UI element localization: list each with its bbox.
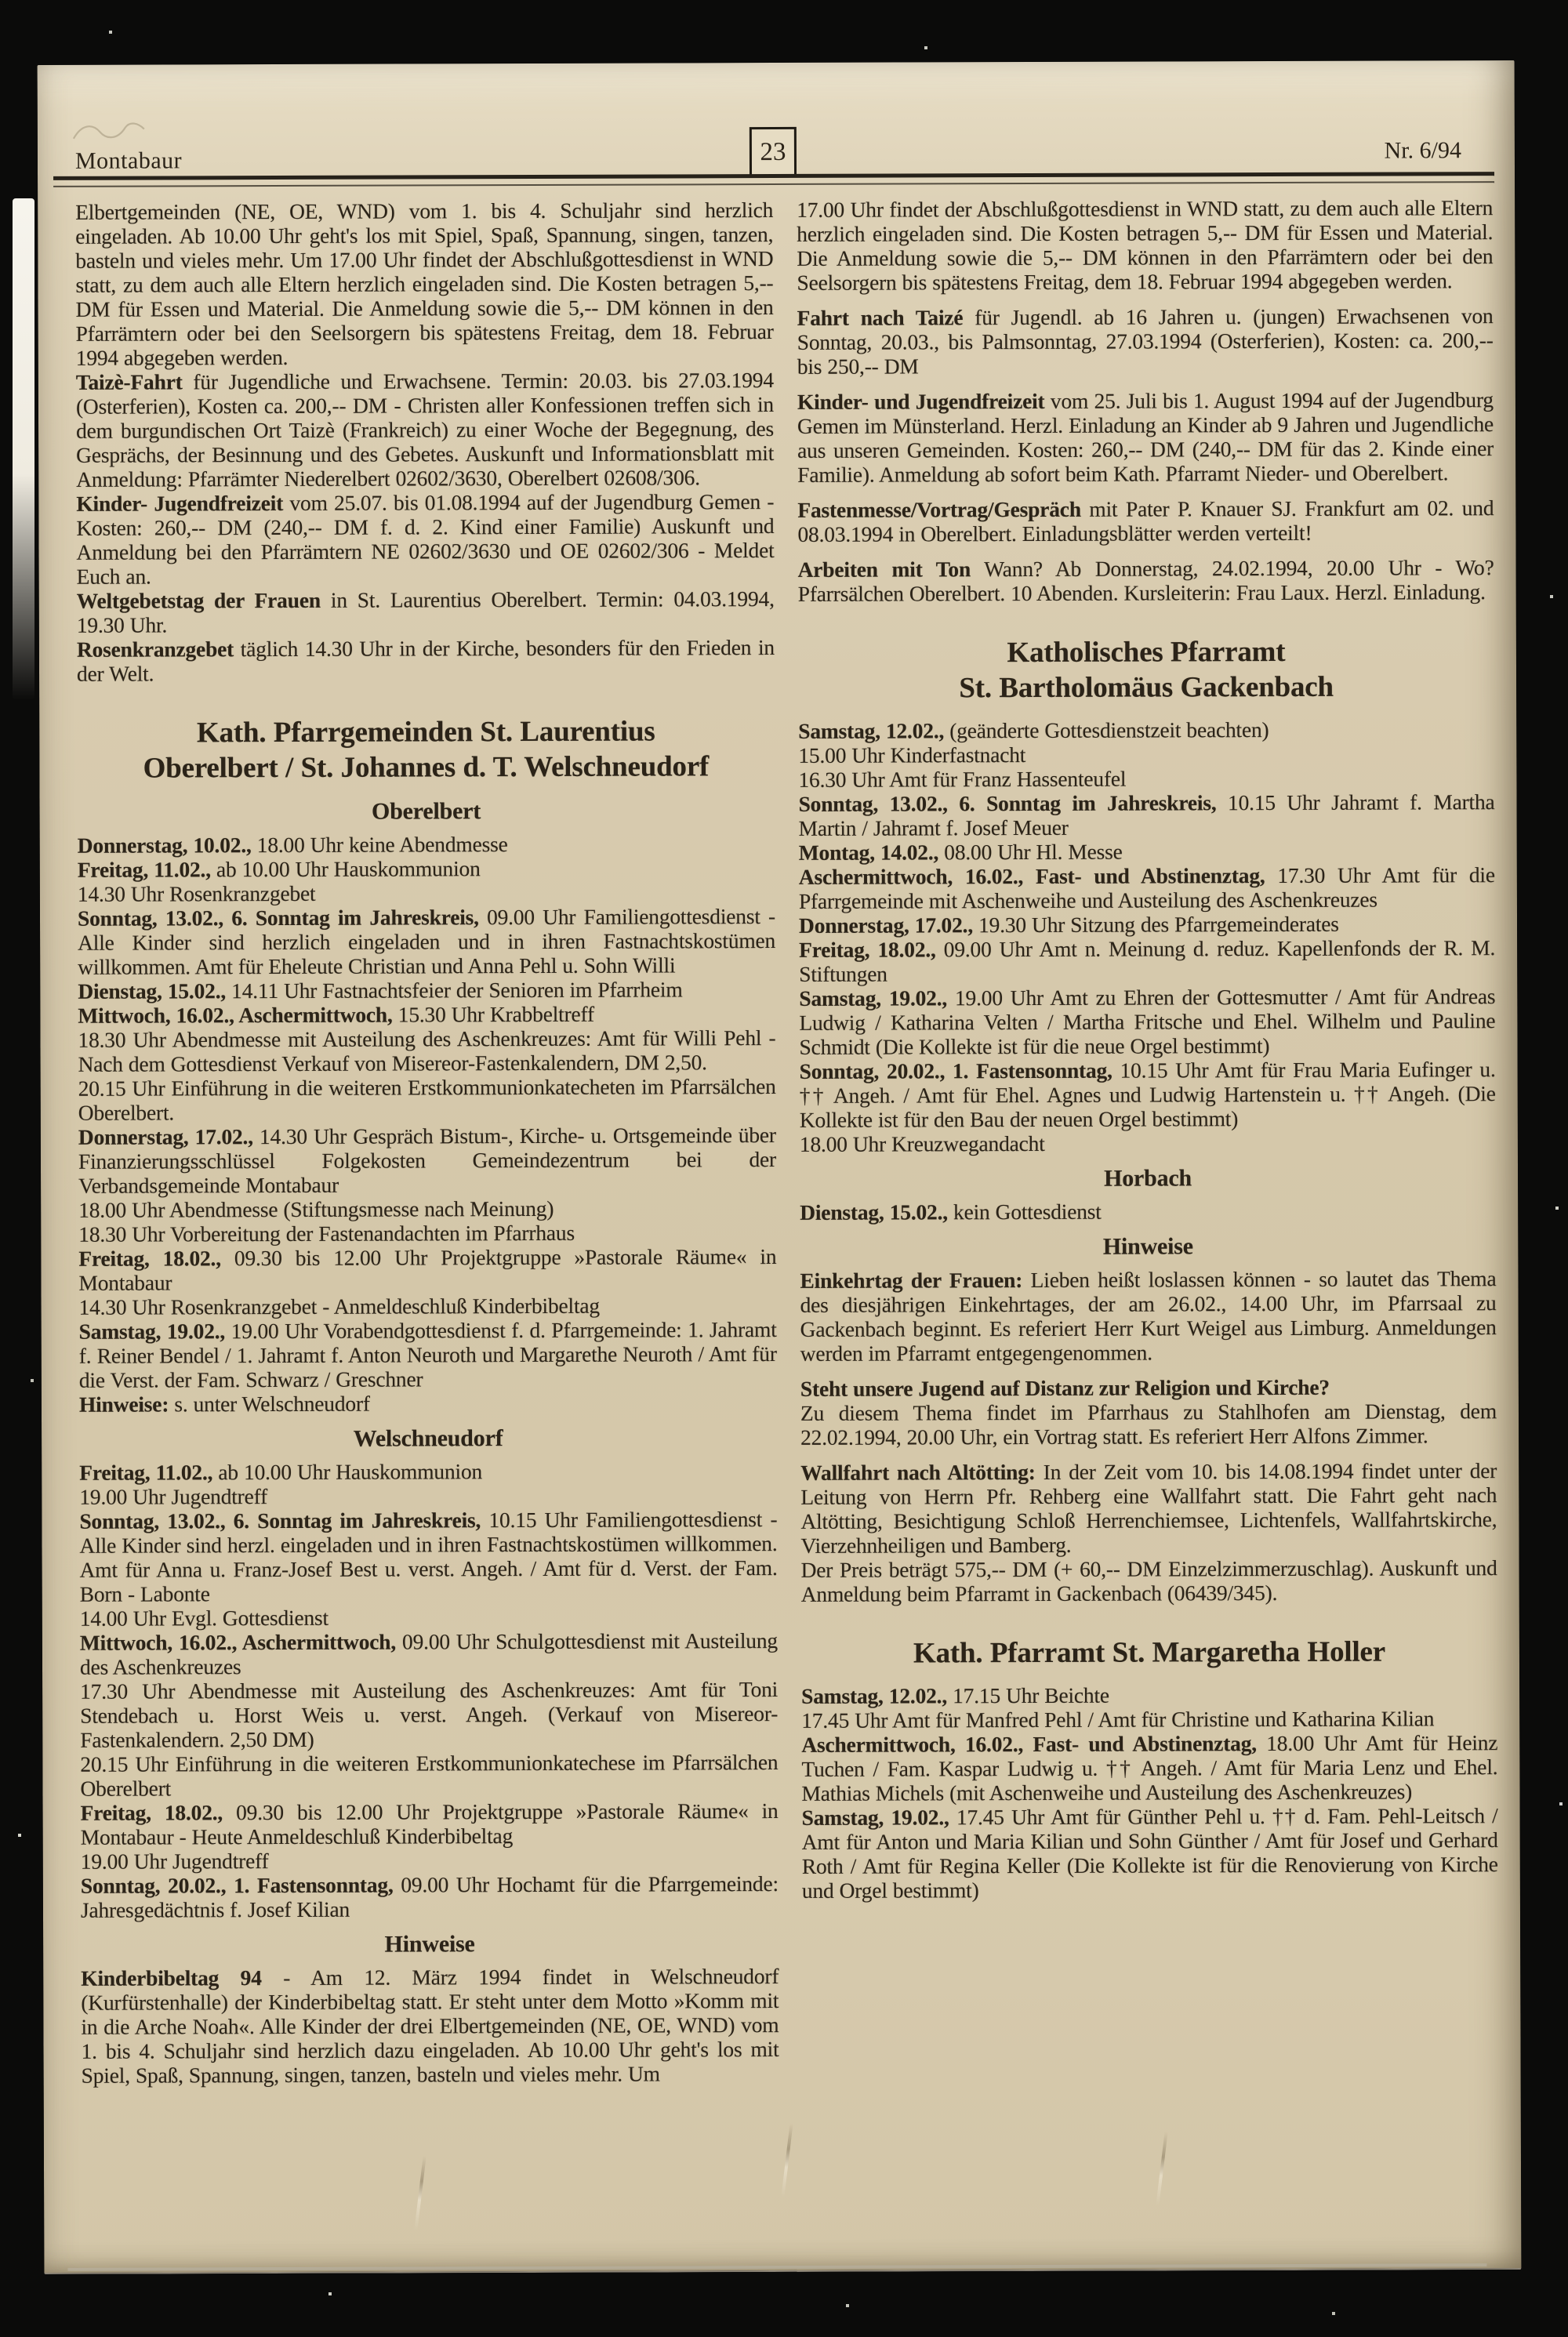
entry: Hinweise: s. unter Welschneudorf xyxy=(78,1391,370,1417)
scanned-bulletin-page xyxy=(38,60,1522,2274)
entry-lead: Taizè-Fahrt xyxy=(75,369,183,394)
entry: Aschermittwoch, 16.02., Fast- und Abstinenztag, 18.00 Uhr Amt für Heinz Tuchen / Fam. Kaspar Ludwig u. †† Angeh. / Amt für Maria Lenz und Ehel. Mathias Michels (mit Aschenweihe und Austeilung des Aschenkreuzes) xyxy=(801,1730,1498,1805)
entry-lead: Hinweise: xyxy=(78,1392,169,1417)
left-text-column xyxy=(75,198,779,2088)
entry: 19.00 Uhr Jugendtreff xyxy=(79,1484,268,1509)
subsection-title: Hinweise xyxy=(1102,1233,1193,1260)
subsection-title: Horbach xyxy=(1104,1165,1192,1192)
entry-lead: Mittwoch, 16.02., Aschermittwoch, xyxy=(78,1002,393,1028)
entry-lead: Freitag, 18.02., xyxy=(799,937,936,962)
entry: 20.15 Uhr Einführung in die weiteren Erstkommunionkatechese im Pfarrsälchen Oberelbert xyxy=(80,1750,779,1801)
entry: Der Preis beträgt 575,-- DM (+ 60,-- DM Einzelzimmerzuschlag). Auskunft und Anmeldung beim Pfarramt in Gackenbach (06439/345). xyxy=(800,1555,1497,1606)
entry-lead: Mittwoch, 16.02., Aschermittwoch, xyxy=(79,1629,397,1655)
section-title: Kath. Pfarramt St. Margaretha Holler xyxy=(913,1635,1386,1670)
entry: Freitag, 18.02., 09.30 bis 12.00 Uhr Projektgruppe »Pastorale Räume« in Montabaur - Heute Anmeldeschluß Kinderbibeltag xyxy=(80,1798,779,1849)
entry: Sonntag, 13.02., 6. Sonntag im Jahreskreis, 10.15 Uhr Familiengottesdienst - Alle Kinder sind herzl. eingeladen und in ihren Fastnachtskostümen willkommen. Amt für Anna u. Franz-Josef Best u. verst. Angeh. / Amt für d. Verst. der Fam. Born - Labonte xyxy=(79,1507,778,1606)
right-text-column xyxy=(797,195,1498,1903)
entry: Freitag, 18.02., 09.00 Uhr Amt n. Meinung d. reduz. Kapellenfonds der R. M. Stiftungen xyxy=(799,935,1496,986)
entry-lead: Einkehrtag der Frauen: xyxy=(800,1268,1023,1293)
entry: 18.00 Uhr Kreuzwegandacht xyxy=(799,1130,1045,1156)
entry: Samstag, 12.02., (geänderte Gottesdienstzeit beachten) xyxy=(798,717,1269,743)
entry: Dienstag, 15.02., kein Gottesdienst xyxy=(800,1199,1102,1225)
adjacent-page-edge xyxy=(13,198,34,700)
entry: 18.00 Uhr Abendmesse (Stiftungsmesse nach Meinung) xyxy=(78,1196,554,1222)
entry-lead: Sonntag, 20.02., 1. Fastensonntag, xyxy=(80,1872,394,1898)
section-title: Katholisches Pfarramt St. Bartholomäus Gackenbach xyxy=(959,635,1334,705)
entry: Samstag, 19.02., 17.45 Uhr Amt für Günther Pehl u. †† d. Fam. Pehl-Leitsch / Amt für Anton und Maria Kilian und Sohn Günther / Amt für Josef und Gerhard Roth / Amt für Regina Keller (Die Kollekte ist für die Renovierung von Kirche und Orgel bestimmt) xyxy=(801,1803,1498,1903)
subsection-title: Hinweise xyxy=(384,1931,475,1958)
entry-lead: Sonntag, 13.02., 6. Sonntag im Jahreskreis, xyxy=(77,905,479,931)
entry: Wallfahrt nach Altötting: In der Zeit vom 10. bis 14.08.1994 findet unter der Leitung von Herrn Pfr. Rehberg eine Wallfahrt statt. Die Fahrt geht nach Altötting, Besichtigung Schloß Herrenchiemsee, Lichtenfels, Wallfahrtskirche, Vierzehnheiligen und Bamberg. xyxy=(800,1458,1497,1558)
issue-number: Nr. 6/94 xyxy=(1384,137,1461,164)
paper-crease xyxy=(414,2156,426,2230)
entry: Mittwoch, 16.02., Aschermittwoch, 09.00 Uhr Schulgottesdienst mit Austeilung des Aschenkreuzes xyxy=(79,1628,778,1679)
entry: Montag, 14.02., 08.00 Uhr Hl. Messe xyxy=(798,839,1123,865)
entry-lead: Steht unsere Jugend auf Distanz zur Religion und Kirche? xyxy=(800,1374,1330,1401)
entry: 17.30 Uhr Abendmesse mit Austeilung des Aschenkreuzes: Amt für Toni Stendebach u. Horst Weis u. verst. Angeh. (Verkauf von Misereor-Fastenkalendern. 2,50 DM) xyxy=(80,1677,779,1752)
entry-lead: Samstag, 12.02., xyxy=(801,1683,948,1708)
entry: Kinder- und Jugendfreizeit vom 25. Juli bis 1. August 1994 auf der Jugendburg Gemen im Münsterland. Herzl. Einladung an Kinder ab 9 Jahren und Jugendliche aus unseren Gemeinden. Kosten: 260,-- DM (240,-- DM für das 2. Kinde einer Familie). Anmeldung ab sofort beim Kath. Pfarramt Nieder- und Oberelbert. xyxy=(797,387,1494,487)
entry-lead: Donnerstag, 10.02., xyxy=(77,833,252,858)
paper-crease xyxy=(1156,2132,1167,2206)
entry: 14.00 Uhr Evgl. Gottesdienst xyxy=(79,1605,329,1631)
entry-lead: Sonntag, 20.02., 1. Fastensonntag, xyxy=(799,1058,1112,1083)
entry-lead: Freitag, 11.02., xyxy=(79,1460,213,1485)
entry: 20.15 Uhr Einführung in die weiteren Erstkommunionkatecheten im Pfarrsälchen Oberelbert. xyxy=(78,1074,776,1125)
section-title: Kath. Pfarrgemeinden St. Laurentius Oberelbert / St. Johannes d. T. Welschneudorf xyxy=(143,715,710,785)
entry-lead: Kinder- Jugendfreizeit xyxy=(76,490,284,516)
entry-lead: Aschermittwoch, 16.02., Fast- und Abstinenztag, xyxy=(798,863,1265,889)
entry-lead: Rosenkranzgebet xyxy=(76,637,234,662)
entry: Freitag, 18.02., 09.30 bis 12.00 Uhr Projektgruppe »Pastorale Räume« in Montabaur xyxy=(78,1244,777,1295)
subsection-title: Welschneudorf xyxy=(353,1425,503,1452)
pencil-mark xyxy=(71,118,149,147)
entry-lead: Kinderbibeltag 94 xyxy=(81,1965,262,1990)
entry-lead: Freitag, 18.02., xyxy=(78,1246,221,1271)
entry: Taizè-Fahrt für Jugendliche und Erwachsene. Termin: 20.03. bis 27.03.1994 (Osterferien), Kosten ca. 200,-- DM - Christen aller Konfessionen treffen sich in dem burgundischen Ort Taizè (Frankreich) zu einer Woche der Begegnung, des Gesprächs, der Besinnung und des Gebetes. Auskunft und Informationsblatt mit Anmeldung: Pfarrämter Niederelbert 02602/3630, Oberelbert 02608/306. xyxy=(75,368,775,492)
entry: 17.45 Uhr Amt für Manfred Pehl / Amt für Christine und Katharina Kilian xyxy=(801,1706,1435,1733)
header-place-label: Montabaur xyxy=(74,147,183,174)
entry-lead: Donnerstag, 17.02., xyxy=(78,1124,253,1149)
entry: Donnerstag, 10.02., 18.00 Uhr keine Abendmesse xyxy=(77,832,508,858)
entry: Arbeiten mit Ton Wann? Ab Donnerstag, 24.02.1994, 20.00 Uhr - Wo? Pfarrsälchen Oberelbert. 10 Abenden. Kursleiterin: Frau Laux. Herzl. Einladung. xyxy=(797,555,1494,606)
entry-lead: Montag, 14.02., xyxy=(798,840,939,865)
entry-lead: Freitag, 11.02., xyxy=(77,857,211,882)
entry: Samstag, 19.02., 19.00 Uhr Vorabendgottesdienst f. d. Pfarrgemeinde: 1. Jahramt f. Reiner Bendel / 1. Jahramt f. Anton Neuroth und Margarethe Neuroth / Amt für die Verst. der Fam. Schwarz / Greschner xyxy=(78,1317,777,1392)
entry: 18.30 Uhr Vorbereitung der Fastenandachten im Pfarrhaus xyxy=(78,1220,575,1247)
entry-lead: Dienstag, 15.02., xyxy=(78,978,227,1003)
entry: Dienstag, 15.02., 14.11 Uhr Fastnachtsfeier der Senioren im Pfarrheim xyxy=(78,977,683,1003)
entry-lead: Dienstag, 15.02., xyxy=(800,1199,948,1225)
entry-lead: Weltgebetstag der Frauen xyxy=(76,587,321,613)
entry: Donnerstag, 17.02., 19.30 Uhr Sitzung des Pfarrgemeinderates xyxy=(798,911,1339,938)
entry: Zu diesem Thema findet im Pfarrhaus zu Stahlhofen am Dienstag, dem 22.02.1994, 20.00 Uhr, ein Vortrag statt. Es referiert Herr Alfons Zimmer. xyxy=(800,1399,1497,1450)
entry-lead: Fahrt nach Taizé xyxy=(797,305,964,330)
entry-lead: Donnerstag, 17.02., xyxy=(798,913,974,938)
entry: Sonntag, 13.02., 6. Sonntag im Jahreskreis, 09.00 Uhr Familiengottesdienst - Alle Kinder sind herzlich eingeladen und in ihren Fastnachtskostümen willkommen. Amt für Eheleute Christian und Anna Pehl u. Sohn Willi xyxy=(77,904,776,979)
entry: 14.30 Uhr Rosenkranzgebet - Anmeldeschluß Kinderbibeltag xyxy=(78,1293,600,1319)
entry xyxy=(800,1374,1497,1401)
entry: 18.30 Uhr Abendmesse mit Austeilung des Aschenkreuzes: Amt für Willi Pehl - Nach dem Gottesdienst Verkauf von Misereor-Fastenkalendern, DM 2,50. xyxy=(78,1025,776,1076)
entry-lead: Arbeiten mit Ton xyxy=(797,557,971,582)
entry: Elbertgemeinden (NE, OE, WND) vom 1. bis 4. Schuljahr sind herzlich eingeladen. Ab 10.00 Uhr geht's los mit Spiel, Spaß, Spannung, singen, tanzen, basteln und vieles mehr. Um 17.00 Uhr findet der Abschlußgottesdienst in WND statt, zu dem auch alle Eltern herzlich eingeladen sind. Die Kosten betragen 5,-- DM für Essen und Material. Die Anmeldung sowie die 5,-- DM können in den Pfarrämtern oder bei den Seelsorgern bis spätestens Freitag, dem 18. Februar 1994 abgegeben werden. xyxy=(75,198,774,370)
entry: Rosenkranzgebet täglich 14.30 Uhr in der Kirche, besonders für den Frieden in der Welt. xyxy=(76,635,775,686)
entry: 19.00 Uhr Jugendtreff xyxy=(80,1849,269,1874)
header-rule-thin xyxy=(53,181,1494,187)
entry-lead: Fastenmesse/Vortrag/Gespräch xyxy=(797,496,1081,522)
entry-lead: Sonntag, 13.02., 6. Sonntag im Jahreskreis, xyxy=(79,1508,481,1533)
entry: Freitag, 11.02., ab 10.00 Uhr Hauskommunion xyxy=(77,856,481,882)
entry: Samstag, 12.02., 17.15 Uhr Beichte xyxy=(801,1682,1109,1708)
paper-crease xyxy=(781,2123,793,2197)
entry-lead: Samstag, 12.02., xyxy=(798,718,945,743)
entry: 17.00 Uhr findet der Abschlußgottesdienst in WND statt, zu dem auch alle Eltern herzlich eingeladen sind. Die Kosten betragen 5,-- DM für Essen und Material. Die Anmeldung sowie die 5,-- DM können in den Pfarrämtern oder bei den Seelsorgern bis spätestens Freitag, dem 18. Februar 1994 abgegeben werden. xyxy=(797,195,1494,295)
entry-lead: Kinder- und Jugendfreizeit xyxy=(797,388,1045,414)
entry-lead: Samstag, 19.02., xyxy=(78,1319,226,1344)
page-number-box xyxy=(750,127,797,177)
entry: 16.30 Uhr Amt für Franz Hassenteufel xyxy=(798,766,1127,792)
entry: Freitag, 11.02., ab 10.00 Uhr Hauskommunion xyxy=(79,1459,483,1485)
entry: Sonntag, 20.02., 1. Fastensonntag, 10.15 Uhr Amt für Frau Maria Eufinger u. †† Angeh. / Amt für Ehel. Agnes und Ludwig Hartenstein u. †† Angeh. (Die Kollekte ist für den Bau der neuen Orgel bestimmt) xyxy=(799,1057,1496,1132)
entry: Aschermittwoch, 16.02., Fast- und Abstinenztag, 17.30 Uhr Amt für die Pfarrgemeinde mit Aschenweihe und Austeilung des Aschenkreuzes xyxy=(798,862,1495,913)
entry: Kinder- Jugendfreizeit vom 25.07. bis 01.08.1994 auf der Jugendburg Gemen - Kosten: 260,-- DM (240,-- DM f. d. 2. Kind einer Familie) Auskunft und Anmeldung bei den Pfarrämtern NE 02602/3630 und OE 02602/306 - Meldet Euch an. xyxy=(76,489,775,589)
scan-dust-speckles xyxy=(0,0,2,2)
entry-lead: Freitag, 18.02., xyxy=(80,1800,223,1825)
entry-lead: Sonntag, 13.02., 6. Sonntag im Jahreskreis, xyxy=(798,790,1217,816)
entry: 15.00 Uhr Kinderfastnacht xyxy=(798,742,1026,768)
entry: Sonntag, 20.02., 1. Fastensonntag, 09.00 Uhr Hochamt für die Pfarrgemeinde: Jahresgedächtnis f. Josef Kilian xyxy=(80,1871,779,1922)
entry: Weltgebetstag der Frauen in St. Laurentius Oberelbert. Termin: 04.03.1994, 19.30 Uhr. xyxy=(76,586,775,637)
entry-lead: Aschermittwoch, 16.02., Fast- und Abstinenztag, xyxy=(801,1731,1257,1757)
page-number: 23 xyxy=(760,137,786,166)
entry: Sonntag, 13.02., 6. Sonntag im Jahreskreis, 10.15 Uhr Jahramt f. Martha Martin / Jahramt f. Josef Meuer xyxy=(798,789,1495,840)
entry-lead: Samstag, 19.02., xyxy=(799,985,948,1011)
entry: 14.30 Uhr Rosenkranzgebet xyxy=(77,880,316,906)
entry: Donnerstag, 17.02., 14.30 Uhr Gespräch Bistum-, Kirche- u. Ortsgemeinde über Finanzierungsschlüssel Folgekosten Gemeindezentrum bei der Verbandsgemeinde Montabaur xyxy=(78,1123,777,1198)
subsection-title: Oberelbert xyxy=(371,798,481,825)
entry: Mittwoch, 16.02., Aschermittwoch, 15.30 Uhr Krabbeltreff xyxy=(78,1001,594,1028)
entry: Einkehrtag der Frauen: Lieben heißt loslassen können - so lautet das Thema des diesjährigen Einkehrtages, der am 26.02., 14.00 Uhr, im Pfarrsaal zu Gackenbach beginnt. Es referiert Herr Kurt Weigel aus Limburg. Anmeldungen werden im Pfarramt entgegengenommen. xyxy=(800,1266,1497,1366)
entry: Fahrt nach Taizé für Jugendl. ab 16 Jahren u. (jungen) Erwachsenen von Sonntag, 20.03., bis Palmsonntag, 27.03.1994 (Osterferien), Kosten: ca. 200,-- bis 250,-- DM xyxy=(797,303,1494,379)
entry: Samstag, 19.02., 19.00 Uhr Amt zu Ehren der Gottesmutter / Amt für Andreas Ludwig / Katharina Velten / Martha Fritsche und Ehel. Wilhelm und Pauline Schmidt (Die Kollekte ist für die neue Orgel bestimmt) xyxy=(799,984,1496,1059)
entry-lead: Wallfahrt nach Altötting: xyxy=(800,1459,1036,1485)
entry: Fastenmesse/Vortrag/Gespräch mit Pater P. Knauer SJ. Frankfurt am 02. und 08.03.1994 in Oberelbert. Einladungsblätter werden verteilt! xyxy=(797,495,1494,546)
entry: Kinderbibeltag 94 - Am 12. März 1994 findet in Welschneudorf (Kurfürstenhalle) der Kinderbibeltag statt. Er steht unter dem Motto »Komm mit in die Arche Noah«. Alle Kinder der drei Elbertgemeinden (NE, OE, WND) vom 1. bis 4. Schuljahr sind herzlich dazu eingeladen. Ab 10.00 Uhr geht's los mit Spiel, Spaß, Spannung, singen, tanzen, basteln und vieles mehr. Um xyxy=(81,1964,779,2088)
entry-lead: Samstag, 19.02., xyxy=(801,1805,949,1830)
